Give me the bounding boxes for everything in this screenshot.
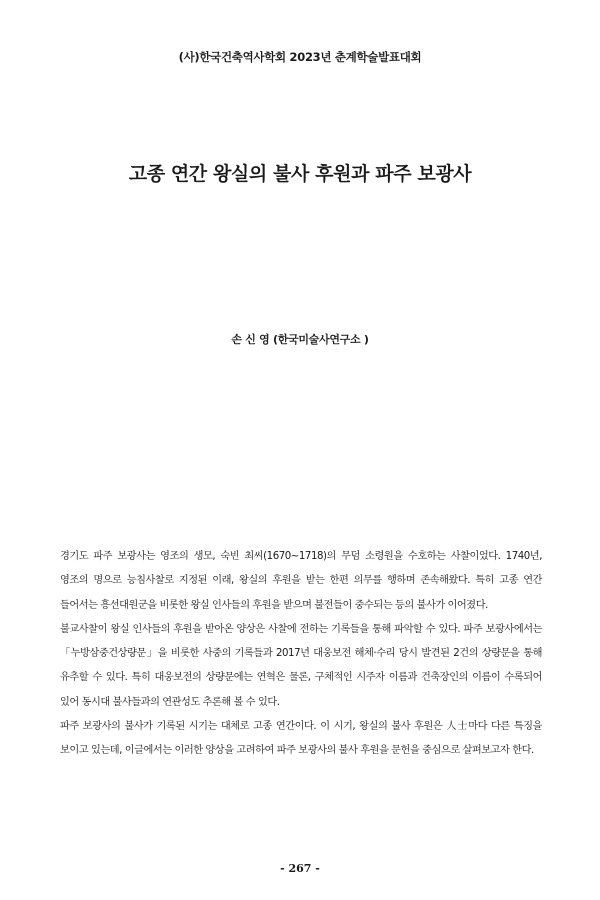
paper-title: 고종 연간 왕실의 불사 후원과 파주 보광사 bbox=[128, 163, 472, 185]
page-number: - 267 - bbox=[280, 862, 320, 875]
conference-header: (사)한국건축역사학회 2023년 춘계학술발표대회 bbox=[178, 50, 422, 64]
abstract-paragraph-1: 경기도 파주 보광사는 영조의 생모, 숙빈 최씨(1670~1718)의 무덤 소령원을 수호하는 사찰이었다. 1740년, 영조의 명으로 능침사찰로 지정된 이래, 왕실의 후원을 받는 한편 의무를 행하며 존속해왔다. 특히 고종 연간 들어서는 흥선대원군을 비롯한 왕실 인사들의 후원을 받으며 불전들이 중수되는 등의 불사가 이어졌다. bbox=[60, 551, 542, 611]
author-affiliation: 손 신 영 (한국미술사연구소 ) bbox=[231, 333, 369, 346]
abstract-paragraph-3: 파주 보광사의 불사가 기록된 시기는 대체로 고종 연간이다. 이 시기, 왕실의 불사 후원은 人士마다 다른 특징을 보이고 있는데, 이글에서는 이러한 양상을 고려하여 파주 보광사의 불사 후원을 문헌을 중심으로 살펴보고자 한다. bbox=[60, 721, 542, 757]
abstract-body bbox=[60, 545, 542, 764]
abstract-paragraph-2: 불교사찰이 왕실 인사들의 후원을 받아온 양상은 사찰에 전하는 기록들을 통해 파악할 수 있다. 파주 보광사에서는 「누방삼중건상량문」을 비롯한 사중의 기록들과 2017년 대웅보전 해체·수리 당시 발견된 2건의 상량문을 통해 유추할 수 있다. 특히 대웅보전의 상량문에는 연혁은 물론, 구체적인 시주자 이름과 건축장인의 이름이 수록되어 있어 동시대 불사들과의 연관성도 추론해 볼 수 있다. bbox=[60, 623, 542, 708]
